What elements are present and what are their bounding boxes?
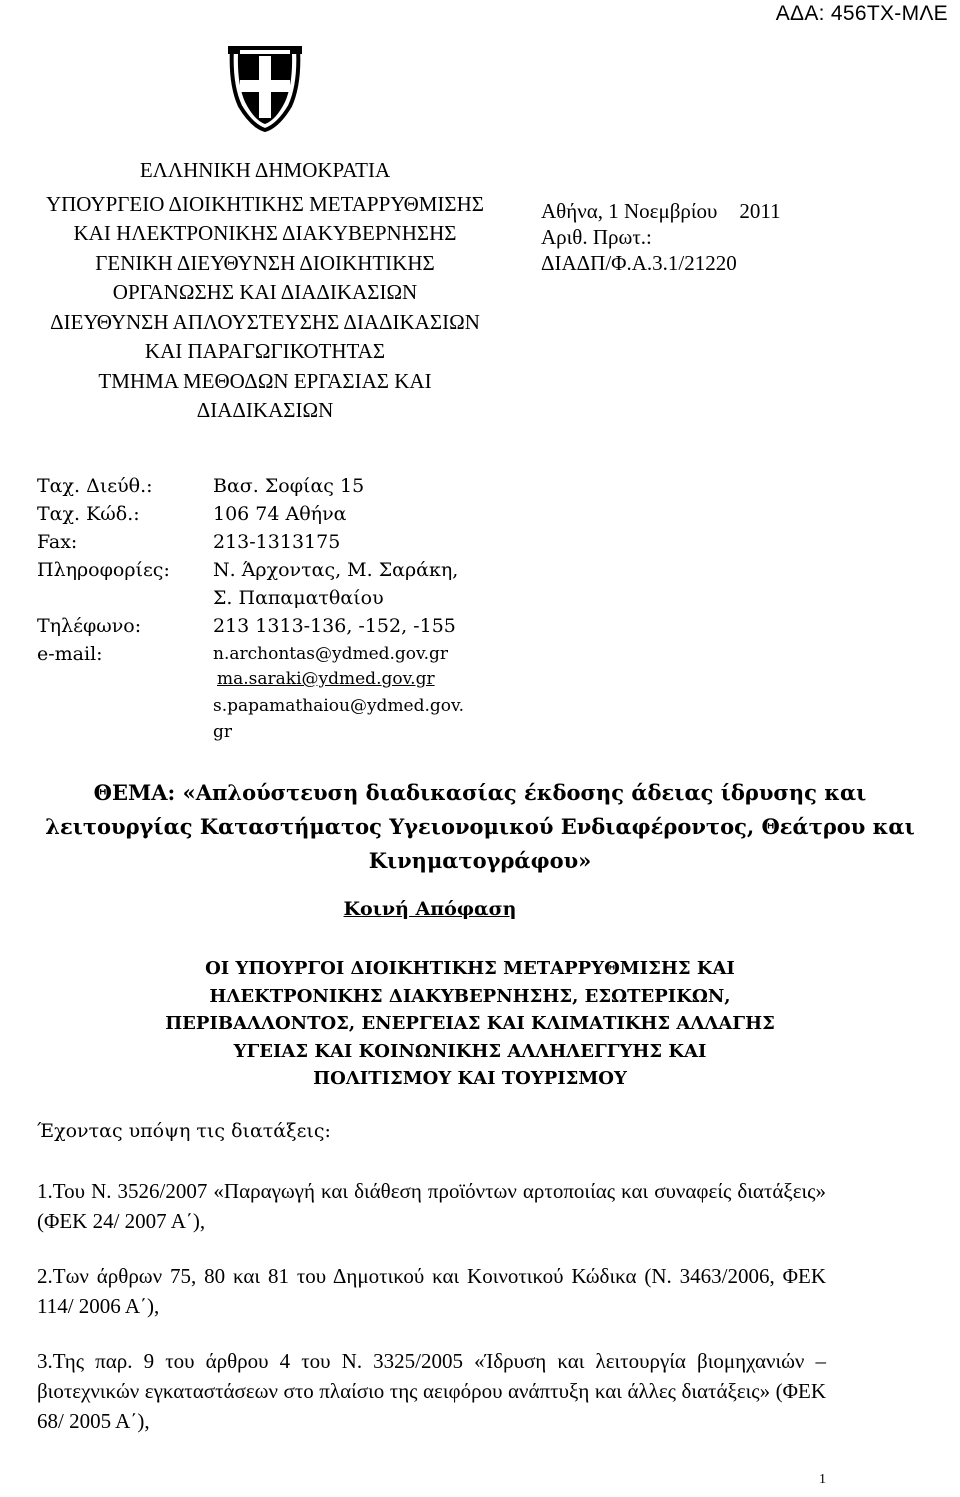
header-line: ΤΜΗΜΑ ΜΕΘΟΔΩΝ ΕΡΓΑΣΙΑΣ ΚΑΙ xyxy=(98,369,432,393)
page-number: 1 xyxy=(819,1472,826,1487)
header-line: ΕΛΛΗΝΙΚΗ ΔΗΜΟΚΡΑΤΙΑ xyxy=(139,158,391,182)
protocol-number: ΔΙΑΔΠ/Φ.Α.3.1/21220 xyxy=(541,251,737,275)
header-line: ΔΙΕΥΘΥΝΣΗ ΑΠΛΟΥΣΤΕΥΣΗΣ ΔΙΑΔΙΚΑΣΙΩΝ xyxy=(50,310,480,334)
header-line: ΓΕΝΙΚΗ ΔΙΕΥΘΥΝΣΗ ΔΙΟΙΚΗΤΙΚΗΣ xyxy=(95,251,435,275)
fax-value: 213-1313175 xyxy=(213,531,341,553)
header-line: ΚΑΙ ΗΛΕΚΤΡΟΝΙΚΗΣ ΔΙΑΚΥΒΕΡΝΗΣΗΣ xyxy=(73,221,457,245)
date-protocol-block xyxy=(541,198,781,276)
email-label: e-mail: xyxy=(37,643,103,665)
document-date: Αθήνα, 1 Νοεμβρίου 2011 xyxy=(541,199,781,223)
email-link[interactable]: gr xyxy=(213,722,233,742)
address-value: Βασ. Σοφίας 15 xyxy=(213,475,365,497)
address-label: Ταχ. Διεύθ.: xyxy=(37,475,153,497)
provision-item: 1.Του Ν. 3526/2007 «Παραγωγή και διάθεση προϊόντων αρτοποιίας και συναφείς διατάξεις» (ΦΕΚ 24/ 2007 Α΄), xyxy=(37,1179,826,1233)
info-value: Ν. Άρχοντας, Μ. Σαράκη, xyxy=(213,559,459,581)
fax-label: Fax: xyxy=(37,531,78,553)
document-year: 2011 xyxy=(739,199,781,223)
ministers-line: ΟΙ ΥΠΟΥΡΓΟΙ ΔΙΟΙΚΗΤΙΚΗΣ ΜΕΤΑΡΡΥΘΜΙΣΗΣ ΚΑΙ xyxy=(205,958,735,979)
email-link[interactable]: n.archontas@ydmed.gov.gr xyxy=(213,644,449,664)
info-value: Σ. Παπαματθαίου xyxy=(213,587,384,609)
info-label: Πληροφορίες: xyxy=(37,559,170,581)
considerations-intro: Έχοντας υπόψη τις διατάξεις: xyxy=(37,1120,331,1142)
postal-code-label: Ταχ. Κώδ.: xyxy=(37,503,140,525)
header-line: ΥΠΟΥΡΓΕΙΟ ΔΙΟΙΚΗΤΙΚΗΣ ΜΕΤΑΡΡΥΘΜΙΣΗΣ xyxy=(45,192,485,216)
provision-item: 2.Των άρθρων 75, 80 και 81 του Δημοτικού και Κοινοτικού Κώδικα (Ν. 3463/2006, ΦΕΚ 114/ 2006 Α΄), xyxy=(37,1264,826,1318)
ada-code: ΑΔΑ: 456ΤΧ-ΜΛΕ xyxy=(775,2,948,25)
header-line: ΔΙΑΔΙΚΑΣΙΩΝ xyxy=(196,398,334,422)
ministers-line: ΥΓΕΙΑΣ ΚΑΙ ΚΟΙΝΩΝΙΚΗΣ ΑΛΛΗΛΕΓΓΥΗΣ ΚΑΙ xyxy=(233,1040,707,1062)
phone-label: Τηλέφωνο: xyxy=(37,615,142,637)
postal-code-value: 106 74 Αθήνα xyxy=(213,503,347,525)
ministers-line: ΗΛΕΚΤΡΟΝΙΚΗΣ ΔΙΑΚΥΒΕΡΝΗΣΗΣ, ΕΣΩΤΕΡΙΚΩΝ, xyxy=(209,985,731,1007)
header-line: ΚΑΙ ΠΑΡΑΓΩΓΙΚΟΤΗΤΑΣ xyxy=(144,339,386,363)
ministers-line: ΠΟΛΙΤΙΣΜΟΥ ΚΑΙ ΤΟΥΡΙΣΜΟΥ xyxy=(313,1068,627,1089)
ministers-line: ΠΕΡΙΒΑΛΛΟΝΤΟΣ, ΕΝΕΡΓΕΙΑΣ ΚΑΙ ΚΛΙΜΑΤΙΚΗΣ ΑΛΛΑΓΗΣ xyxy=(165,1013,775,1034)
provision-item: 3.Της παρ. 9 του άρθρου 4 του Ν. 3325/2005 «Ίδρυση και λειτουργία βιομηχανιών – βιοτεχνικών εγκαταστάσεων στο πλαίσιο της αειφόρου ανάπτυξη και άλλες διατάξεις» (ΦΕΚ 68/ 2005 Α΄), xyxy=(37,1349,826,1433)
decision-title: Κοινή Απόφαση xyxy=(343,898,517,920)
ministers-block xyxy=(40,955,900,1093)
header-line: ΟΡΓΑΝΩΣΗΣ ΚΑΙ ΔΙΑΔΙΚΑΣΙΩΝ xyxy=(112,280,418,304)
protocol-label: Αριθ. Πρωτ.: xyxy=(541,225,652,249)
greek-coat-of-arms-icon xyxy=(226,44,304,132)
email-link[interactable]: ma.saraki@ydmed.gov.gr xyxy=(217,669,435,689)
subject-heading: ΘΕΜΑ: «Απλούστευση διαδικασίας έκδοσης άδειας ίδρυσης και λειτουργίας Καταστήματος Υγειονομικού Ενδιαφέροντος, Θεάτρου και Κινηματογράφου» xyxy=(45,780,915,873)
phone-value: 213 1313-136, -152, -155 xyxy=(213,615,456,637)
email-link[interactable]: s.papamathaiou@ydmed.gov. xyxy=(213,696,465,716)
issuer-header xyxy=(0,156,530,425)
